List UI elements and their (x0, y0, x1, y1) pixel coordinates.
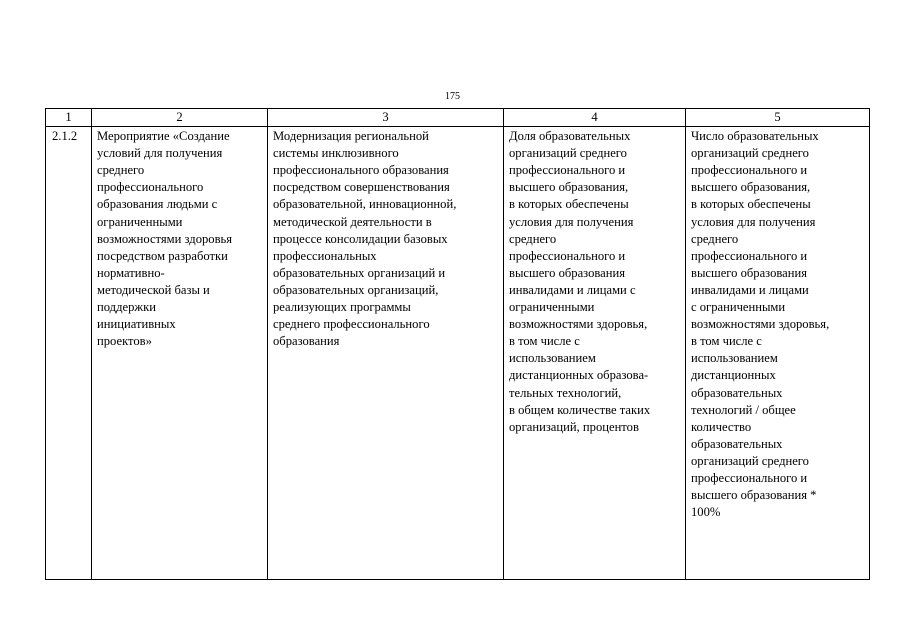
column-header-4: 4 (504, 109, 686, 127)
item-code: 2.1.2 (52, 129, 78, 144)
formula-text: Число образовательных организаций среднего профессионального и высшего образования, в которых обеспечены условия для получения среднего профессионального и высшего образования инвалидами и лицами с ограниченными возможностями здоровья, в том числе с использованием дистанционных образовательных технологий / общее количество образовательных организаций среднего профессионального и высшего образования * 100% (691, 129, 830, 520)
table-row (46, 127, 870, 580)
column-header-5: 5 (686, 109, 870, 127)
document-table (45, 108, 870, 580)
page-number: 175 (445, 91, 460, 102)
indicator-text: Доля образовательных организаций среднего профессионального и высшего образования, в которых обеспечены условия для получения среднего профессионального и высшего образования инвалидами и лицами с ограниченными возможностями здоровья, в том числе с использованием дистанционных образова- тельных технологий, в общем количестве таких организаций, процентов (509, 129, 651, 434)
column-header-2: 2 (92, 109, 268, 127)
event-text: Мероприятие «Создание условий для получения среднего профессионального образования людьми с ограниченными возможностями здоровья посредством разработки нормативно- методической базы и поддержки инициативных проектов» (97, 129, 233, 349)
cell-description (268, 127, 504, 580)
description-text: Модернизация региональной системы инклюзивного профессионального образования посредством совершенствования образовательной, инновационной, методической деятельности в процессе консолидации базовых профессиональных образовательных организаций и образовательных организаций, реализующих программы среднего профессионального образования (273, 129, 457, 349)
cell-indicator (504, 127, 686, 580)
cell-code (46, 127, 92, 580)
cell-formula (686, 127, 870, 580)
column-header-3: 3 (268, 109, 504, 127)
table-header-row (46, 109, 870, 127)
cell-event (92, 127, 268, 580)
column-header-1: 1 (46, 109, 92, 127)
